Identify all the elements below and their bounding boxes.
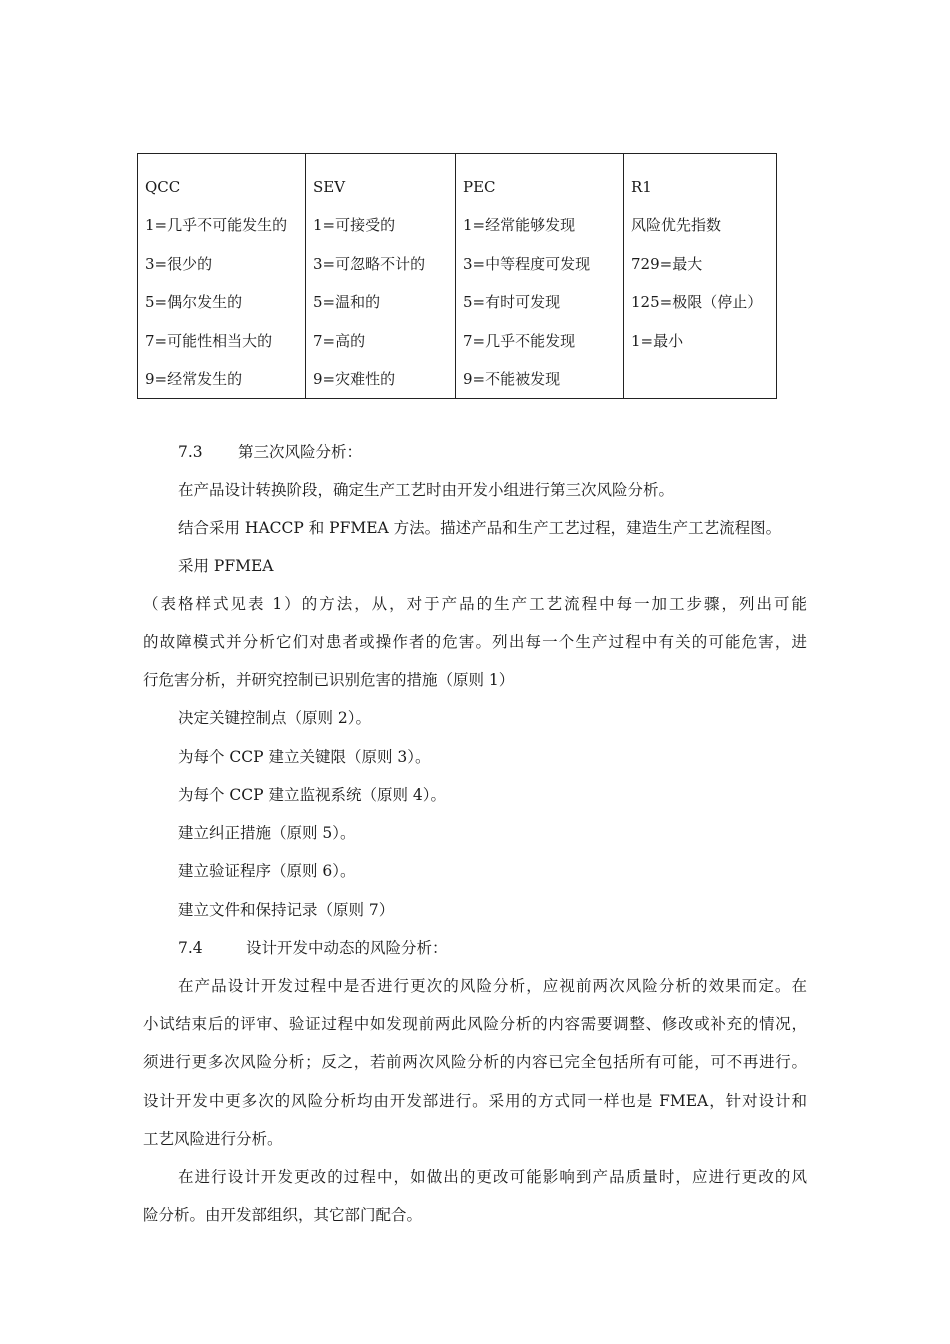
paragraph-line: 的故障模式并分析它们对患者或操作者的危害。列出每一个生产过程中有关的可能危害，进 xyxy=(143,633,807,651)
section-heading-7-4 xyxy=(178,938,448,958)
paragraph-line: 行危害分析，并研究控制已识别危害的措施（原则 1） xyxy=(143,671,515,689)
column-item: 5=有时可发现 xyxy=(463,293,561,312)
principle-item: 建立文件和保持记录（原则 7） xyxy=(178,901,395,919)
paragraph-line: 在进行设计开发更改的过程中，如做出的更改可能影响到产品质量时，应进行更改的风 xyxy=(178,1168,807,1186)
r1-column xyxy=(624,154,777,399)
principle-item: 为每个 CCP 建立监视系统（原则 4）。 xyxy=(178,786,447,804)
column-item: 5=温和的 xyxy=(313,293,381,312)
sev-column xyxy=(306,154,456,399)
principle-item: 为每个 CCP 建立关键限（原则 3）。 xyxy=(178,748,431,766)
column-item: 729=最大 xyxy=(631,254,703,273)
column-item: 1=可接受的 xyxy=(313,216,396,235)
column-item: 9=灾难性的 xyxy=(313,369,396,388)
paragraph: 结合采用 HACCP 和 PFMEA 方法。描述产品和生产工艺过程，建造生产工艺流程图。 xyxy=(178,519,782,537)
section-title: 第三次风险分析： xyxy=(238,443,363,461)
column-item: 7=可能性相当大的 xyxy=(145,331,273,350)
column-item: 7=高的 xyxy=(313,331,366,350)
paragraph: 在产品设计转换阶段，确定生产工艺时由开发小组进行第三次风险分析。 xyxy=(178,481,675,499)
paragraph-line: 小试结束后的评审、验证过程中如发现前两此风险分析的内容需要调整、修改或补充的情况， xyxy=(143,1015,807,1033)
principle-item: 建立验证程序（原则 6）。 xyxy=(178,862,356,880)
column-item: 9=不能被发现 xyxy=(463,369,561,388)
paragraph-line: 设计开发中更多次的风险分析均由开发部进行。采用的方式同一样也是 FMEA，针对设计和 xyxy=(143,1092,807,1110)
paragraph-line: （表格样式见表 1）的方法，从，对于产品的生产工艺流程中每一加工步骤，列出可能 xyxy=(143,595,807,613)
risk-rating-table xyxy=(137,153,777,399)
column-header: SEV xyxy=(313,178,346,196)
section-number: 7.4 xyxy=(178,939,203,957)
column-item: 9=经常发生的 xyxy=(145,369,243,388)
paragraph-line: 在产品设计开发过程中是否进行更次的风险分析，应视前两次风险分析的效果而定。在 xyxy=(178,977,807,995)
column-item: 125=极限（停止） xyxy=(631,293,763,312)
column-item: 3=可忽略不计的 xyxy=(313,254,426,273)
column-item: 3=中等程度可发现 xyxy=(463,254,591,273)
paragraph: 采用 PFMEA xyxy=(178,557,274,575)
column-item: 3=很少的 xyxy=(145,254,213,273)
column-item: 1=经常能够发现 xyxy=(463,216,576,235)
column-item: 5=偶尔发生的 xyxy=(145,293,243,312)
section-heading-7-3 xyxy=(178,442,362,462)
paragraph-line: 须进行更多次风险分析；反之，若前两次风险分析的内容已完全包括所有可能，可不再进行。 xyxy=(143,1053,807,1071)
column-item: 7=几乎不能发现 xyxy=(463,331,576,350)
column-header: PEC xyxy=(463,178,496,196)
column-item: 1=最小 xyxy=(631,331,684,350)
column-header: R1 xyxy=(631,178,652,196)
column-item: 1=几乎不可能发生的 xyxy=(145,216,288,235)
pec-column xyxy=(456,154,624,399)
qcc-column xyxy=(138,154,306,399)
principle-item: 决定关键控制点（原则 2）。 xyxy=(178,709,372,727)
section-title: 设计开发中动态的风险分析： xyxy=(246,939,448,957)
principle-item: 建立纠正措施（原则 5）。 xyxy=(178,824,356,842)
paragraph-line: 工艺风险进行分析。 xyxy=(143,1130,283,1148)
section-number: 7.3 xyxy=(178,443,203,461)
paragraph-line: 险分析。由开发部组织，其它部门配合。 xyxy=(143,1206,423,1224)
column-item: 风险优先指数 xyxy=(631,216,722,235)
column-header: QCC xyxy=(145,178,181,196)
